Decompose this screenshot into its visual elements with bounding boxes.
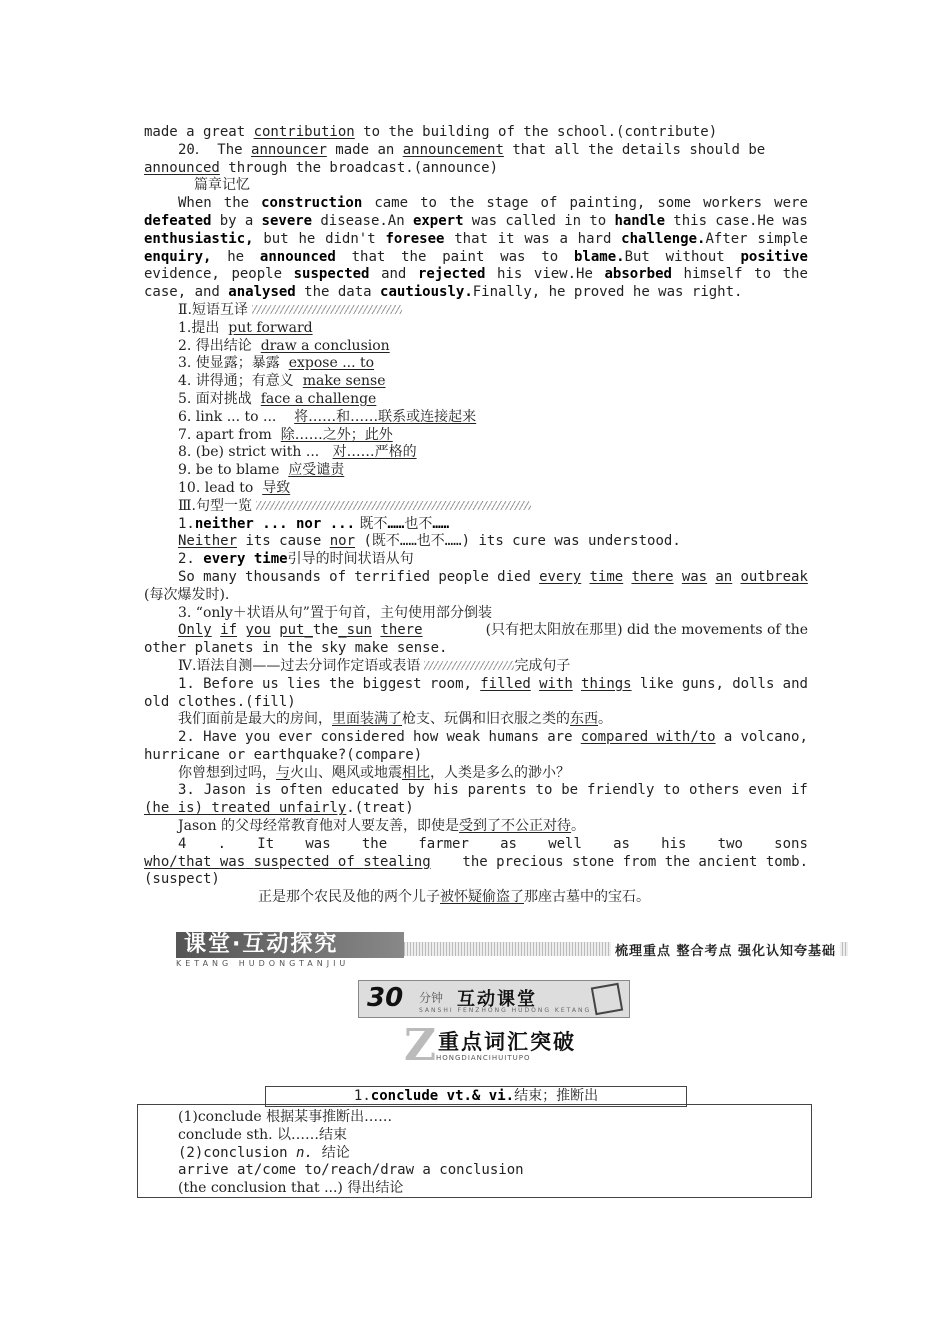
phrase-answer: 除……之外；此外 bbox=[280, 426, 393, 443]
paragraph-line: defeated by a severe disease.An expert was called in to handle this case.He was bbox=[144, 212, 808, 229]
phrase-prompt: 7. apart from bbox=[178, 426, 281, 443]
word-box-row: (the conclusion that ...) 得出结论 bbox=[178, 1180, 404, 1197]
phrase-answer: face a challenge bbox=[260, 390, 377, 407]
banner-title: 课堂·互动探究 bbox=[176, 932, 404, 958]
exercise-translation: 正是那个农民及他的两个儿子被怀疑偷盗了那座古墓中的宝石。 bbox=[258, 889, 650, 906]
example-sentence: Only if you put_the_sun there (只有把太阳放在那里) did the movements of the bbox=[178, 622, 808, 639]
exercise-line: 4 . It was the farmer as well as his two sons bbox=[178, 835, 808, 852]
vocab-heading bbox=[404, 1020, 594, 1071]
exercise-translation: Jason 的父母经常教育他对人要友善，即使是受到了不公正对待。 bbox=[178, 818, 586, 835]
section-banner bbox=[176, 932, 848, 970]
phrase-prompt: 6. link ... to ... bbox=[178, 408, 295, 425]
example-sentence: other planets in the sky make sense. bbox=[144, 640, 448, 657]
phrase-item bbox=[144, 480, 808, 498]
exercise-line: 1. Before us lies the biggest room, filled with things like guns, dolls and bbox=[178, 675, 808, 692]
phrase-prompt: 9. be to blame bbox=[178, 462, 289, 479]
phrase-item bbox=[144, 338, 808, 356]
exercise-line: (he is) treated unfairly.(treat) bbox=[144, 800, 414, 817]
pattern-heading: 2. every time引导的时间状语从句 bbox=[178, 551, 414, 568]
paragraph-line: case, and analysed the data cautiously.Finally, he proved he was right. bbox=[144, 284, 743, 301]
phrase-prompt: 4. 讲得通；有意义 bbox=[178, 373, 303, 390]
phrase-item bbox=[144, 409, 808, 427]
phrase-list bbox=[144, 320, 808, 498]
word-box-row: (1)conclude 根据某事推断出…… bbox=[178, 1109, 393, 1125]
text-line: made a great contribution to the building of the school.(contribute) bbox=[144, 124, 718, 140]
decorative-stripes bbox=[252, 305, 402, 314]
section-heading: 篇章记忆 bbox=[194, 177, 250, 194]
vocab-heading-subtitle: HONGDIANCIHUITUPO bbox=[436, 1054, 531, 1062]
pattern-heading: 1.neither ... nor ... 既不……也不…… bbox=[178, 515, 450, 532]
phrase-item bbox=[144, 391, 808, 409]
z-logo-icon: Z bbox=[404, 1020, 437, 1071]
word-box-row: (2)conclusion n. 结论 bbox=[178, 1144, 350, 1161]
word-box-row: arrive at/come to/reach/draw a conclusion bbox=[178, 1162, 524, 1179]
phrase-prompt: 10. lead to bbox=[178, 479, 263, 496]
document-body bbox=[144, 124, 808, 907]
phrase-answer: put forward bbox=[228, 319, 313, 336]
phrases-heading: Ⅱ.短语互译 bbox=[144, 302, 808, 320]
exercise-line: 2. Have you ever considered how weak humans are compared with/to a volcano, bbox=[178, 729, 808, 746]
paragraph-line: When the construction came to the stage of painting, some workers were bbox=[178, 195, 808, 212]
phrase-item bbox=[144, 427, 808, 445]
phrase-answer: 应受谴责 bbox=[288, 462, 345, 479]
phrase-item bbox=[144, 444, 808, 462]
phrase-item bbox=[144, 373, 808, 391]
vocab-heading-title: 重点词汇突破 bbox=[438, 1030, 576, 1054]
example-sentence: (每次爆发时). bbox=[144, 586, 230, 603]
badge-subtitle: SANSHI FENZHONG HUDONG KETANG bbox=[419, 1007, 592, 1014]
word-box bbox=[137, 1104, 812, 1198]
phrase-prompt: 2. 得出结论 bbox=[178, 337, 261, 354]
badge-number: 30 bbox=[367, 983, 404, 1013]
phrase-item bbox=[144, 462, 808, 480]
paragraph-line: evidence, people suspected and rejected his view.He absorbed himself to the bbox=[144, 266, 808, 283]
decorative-stripes bbox=[256, 501, 531, 510]
phrase-answer: make sense bbox=[302, 373, 386, 390]
exercise-translation: 你曾想到过吗，与火山、飓风或地震相比，人类是多么的渺小？ bbox=[178, 764, 570, 781]
phrase-answer: draw a conclusion bbox=[260, 337, 390, 354]
phrase-answer: 导致 bbox=[262, 479, 291, 496]
phrase-item bbox=[144, 320, 808, 338]
phrase-item bbox=[144, 355, 808, 373]
notebook-icon bbox=[591, 983, 623, 1015]
class-badge bbox=[358, 980, 630, 1018]
phrase-prompt: 1.提出 bbox=[178, 319, 229, 336]
pattern-heading: 3. “only＋状语从句”置于句首，主句使用部分倒装 bbox=[178, 604, 492, 621]
grammar-heading: Ⅳ.语法自测——过去分词作定语或表语 完成句子 bbox=[178, 657, 571, 674]
exercise-translation: 我们面前是最大的房间，里面装满了枪支、玩偶和旧衣服之类的东西。 bbox=[178, 711, 612, 728]
exercise-line: old clothes.(fill) bbox=[144, 693, 296, 710]
phrase-answer: expose ... to bbox=[288, 355, 375, 372]
example-sentence: Neither its cause nor (既不……也不……) its cure was understood. bbox=[178, 533, 681, 550]
text-line: announced through the broadcast.(announce) bbox=[144, 159, 499, 176]
example-sentence: So many thousands of terrified people died every time there was an outbreak bbox=[178, 568, 808, 585]
phrase-answer: 对……严格的 bbox=[332, 444, 417, 461]
exercise-line: (suspect) bbox=[144, 871, 220, 888]
badge-minutes: 分钟 bbox=[419, 991, 444, 1005]
phrase-answer: 将……和……联系或连接起来 bbox=[294, 408, 477, 425]
sentences-heading: Ⅲ.句型一览 bbox=[144, 498, 808, 516]
exercise-line: who/that was suspected of stealing the precious stone from the ancient tomb. bbox=[144, 853, 808, 870]
banner-subtitle: KETANG HUDONGTANJIU bbox=[176, 959, 350, 968]
exercise-line: 3. Jason is often educated by his parents to be friendly to others even if bbox=[178, 782, 808, 799]
text-line: 20． The announcer made an announcement that all the details should be bbox=[178, 141, 766, 158]
paragraph-line: enquiry, he announced that the paint was to blame.But without positive bbox=[144, 248, 808, 265]
decorative-stripes bbox=[424, 661, 514, 670]
badge-title: 互动课堂 bbox=[457, 989, 537, 1010]
banner-slogan: 梳理重点 整合考点 强化认知夸基础 bbox=[611, 940, 840, 959]
word-box-row: conclude sth. 以……结束 bbox=[178, 1126, 348, 1143]
phrase-prompt: 5. 面对挑战 bbox=[178, 390, 261, 407]
exercise-line: hurricane or earthquake?(compare) bbox=[144, 746, 423, 763]
paragraph-line: enthusiastic, but he didn't foresee that it was a hard challenge.After simple bbox=[144, 230, 808, 247]
word-box-title: 1.conclude vt.& vi.结束；推断出 bbox=[265, 1086, 687, 1107]
phrase-prompt: 3. 使显露；暴露 bbox=[178, 355, 289, 372]
phrase-prompt: 8. (be) strict with ... bbox=[178, 444, 333, 461]
